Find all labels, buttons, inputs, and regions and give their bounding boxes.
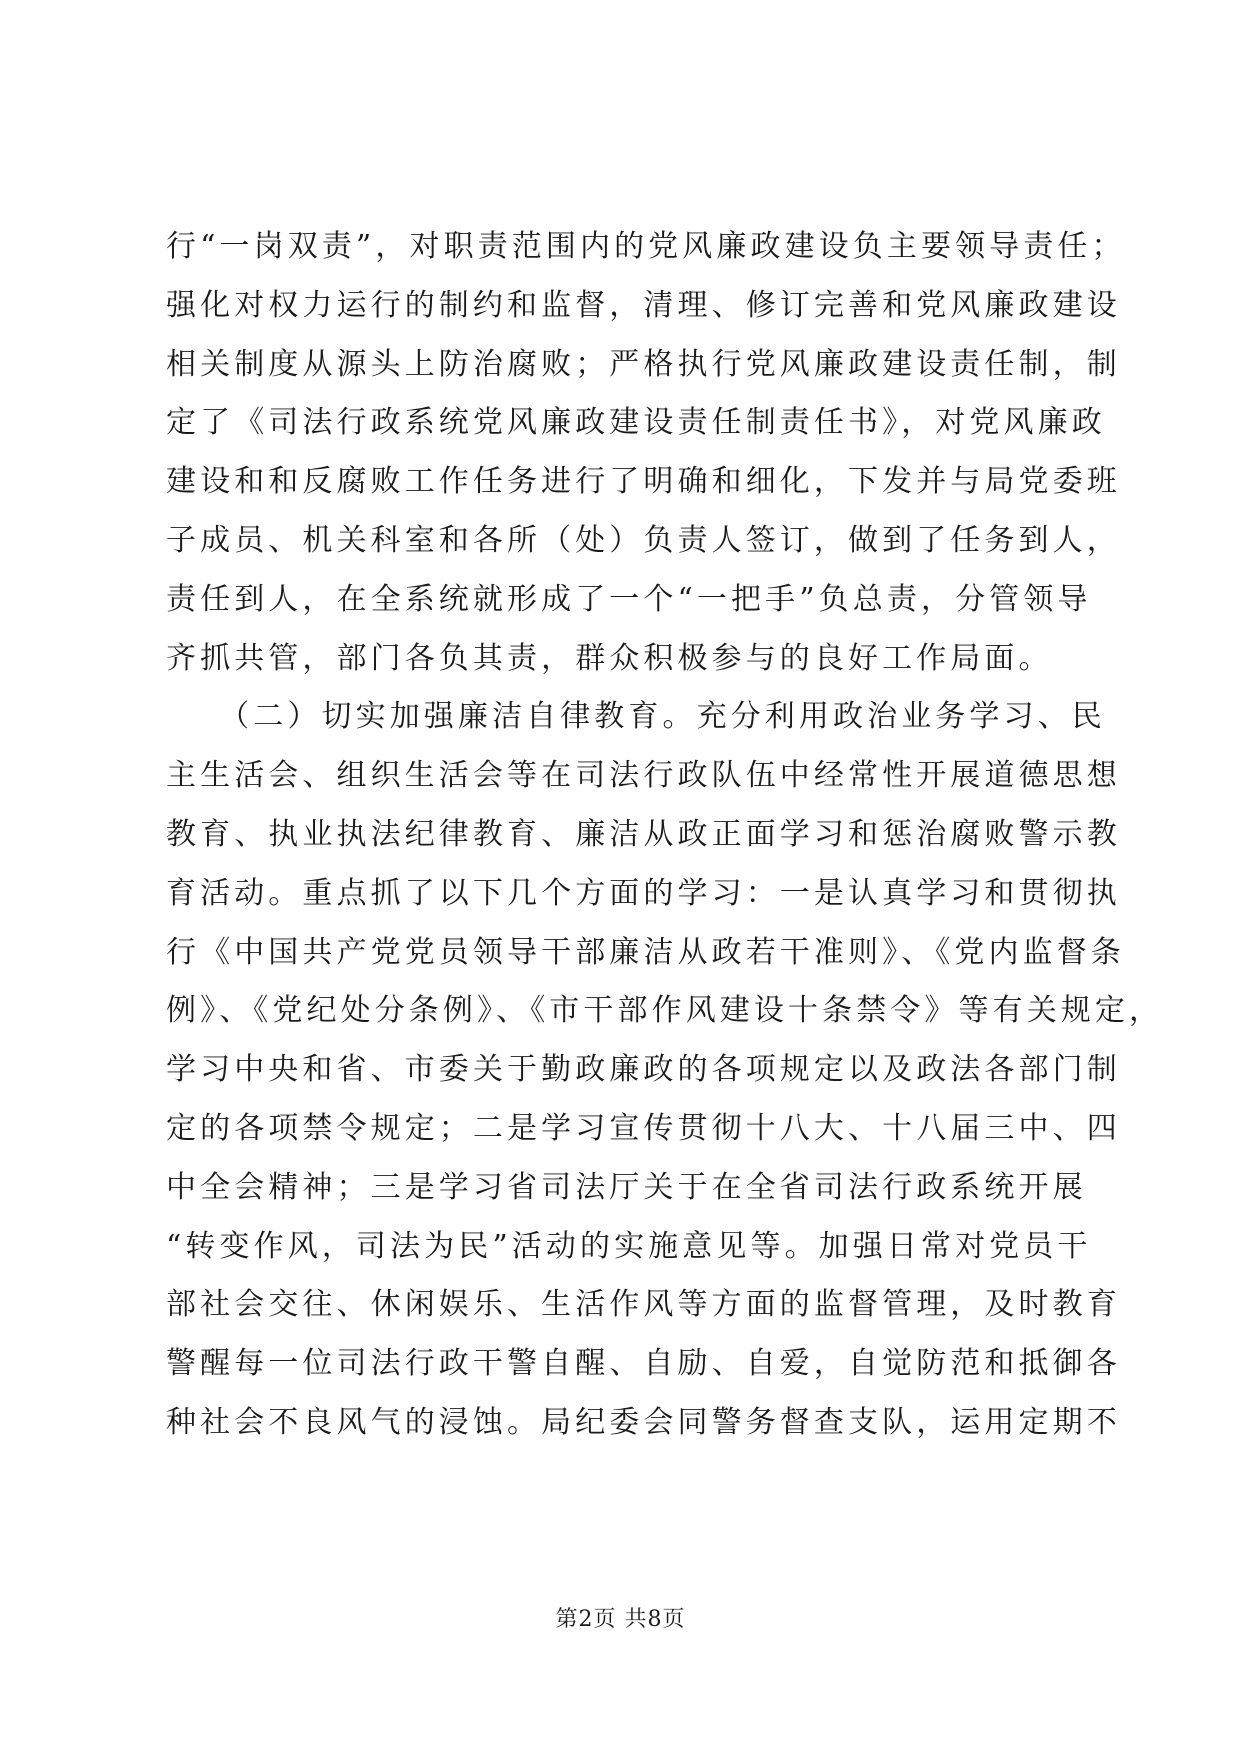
text-line: 育活动。重点抓了以下几个方面的学习：一是认真学习和贯彻执	[166, 875, 1121, 911]
body-text	[166, 218, 1164, 1453]
text-line: （二）切实加强廉洁自律教育。充分利用政治业务学习、民	[166, 699, 1106, 735]
text-line: 教育、执业执法纪律教育、廉洁从政正面学习和惩治腐败警示教	[166, 816, 1121, 852]
text-line: 行“一岗双责”，对职责范围内的党风廉政建设负主要领导责任；	[166, 229, 1126, 264]
text-line: 相关制度从源头上防治腐败；严格执行党风廉政建设责任制，制	[166, 346, 1121, 382]
text-line: 例》、《党纪处分条例》、《市干部作风建设十条禁令》等有关规定，	[166, 993, 1164, 1029]
page-footer: 第2页 共8页	[555, 1607, 686, 1632]
text-line: 行《中国共产党党员领导干部廉洁从政若干准则》、《党内监督条	[166, 934, 1125, 970]
text-line: 学习中央和省、市委关于勤政廉政的各项规定以及政法各部门制	[166, 1052, 1121, 1088]
text-line: “转变作风，司法为民”活动的实施意见等。加强日常对党员干	[166, 1228, 1092, 1264]
text-line: 警醒每一位司法行政干警自醒、自励、自爱，自觉防范和抵御各	[166, 1346, 1121, 1382]
text-line: 主生活会、组织生活会等在司法行政队伍中经常性开展道德思想	[166, 758, 1121, 794]
text-line: 中全会精神；三是学习省司法厅关于在全省司法行政系统开展	[166, 1169, 1087, 1205]
text-line: 责任到人，在全系统就形成了一个“一把手”负总责，分管领导	[166, 581, 1092, 617]
text-line: 子成员、机关科室和各所（处）负责人签订，做到了任务到人，	[166, 522, 1121, 558]
text-line: 部社会交往、休闲娱乐、生活作风等方面的监督管理，及时教育	[166, 1287, 1121, 1323]
text-line: 定了《司法行政系统党风廉政建设责任制责任书》，对党风廉政	[166, 405, 1106, 441]
text-line: 种社会不良风气的浸蚀。局纪委会同警务督查支队，运用定期不	[166, 1404, 1121, 1440]
text-line: 定的各项禁令规定；二是学习宣传贯彻十八大、十八届三中、四	[166, 1110, 1121, 1146]
text-line: 齐抓共管，部门各负其责，群众积极参与的良好工作局面。	[166, 640, 1053, 676]
text-line: 强化对权力运行的制约和监督，清理、修订完善和党风廉政建设	[166, 287, 1121, 323]
text-line: 建设和和反腐败工作任务进行了明确和细化，下发并与局党委班	[166, 464, 1121, 500]
